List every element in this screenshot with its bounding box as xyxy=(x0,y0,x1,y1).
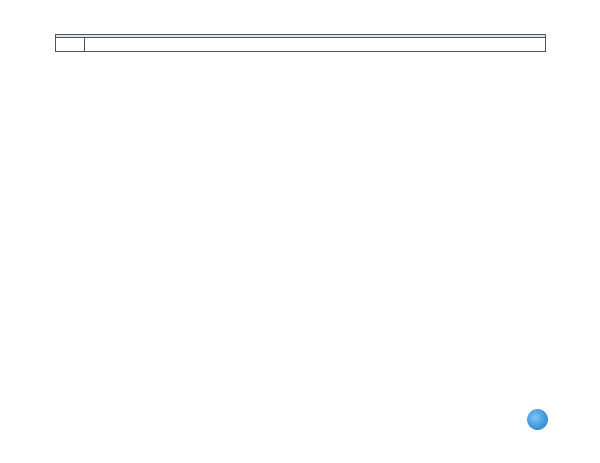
section-row xyxy=(56,38,546,52)
perilaku-kerja-table xyxy=(55,34,546,52)
section-number xyxy=(56,38,85,52)
section-title xyxy=(85,38,546,52)
app-logo-icon xyxy=(527,409,548,430)
